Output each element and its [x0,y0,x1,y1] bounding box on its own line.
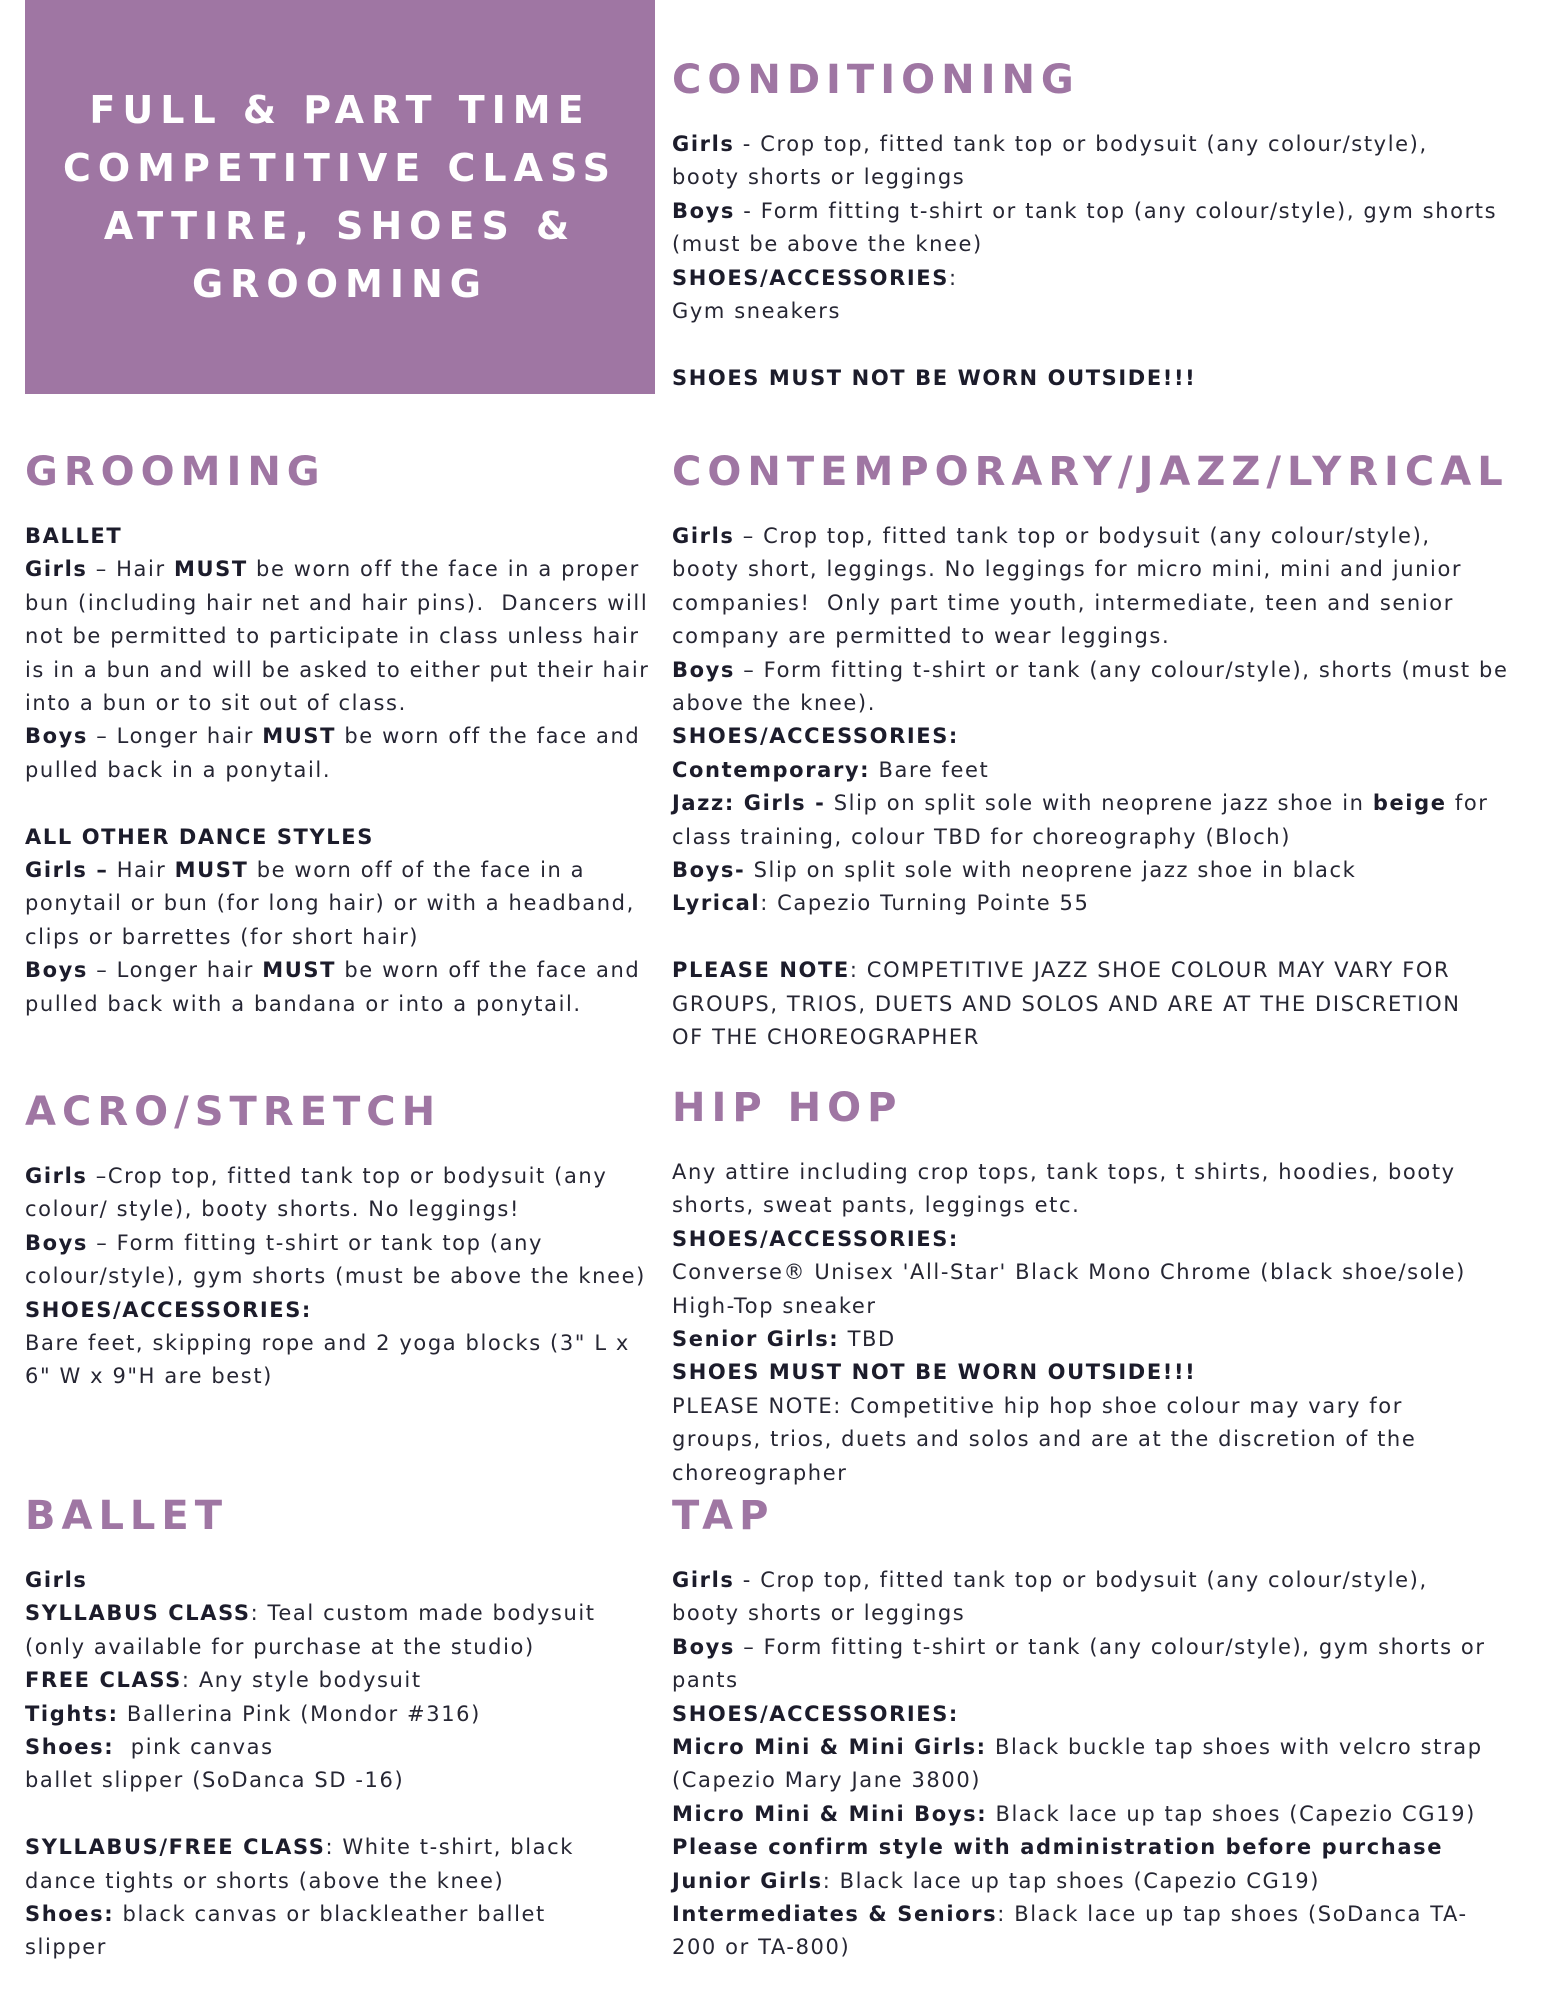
bold-text: beige [1372,791,1447,816]
text-run: colour/ style), booty shorts. No leggings! [25,1197,520,1222]
section-body [25,1564,665,1965]
text-run: (must be above the knee) [672,232,983,257]
body-line [672,821,1532,854]
body-line [672,1597,1532,1630]
body-line [25,1294,665,1327]
body-line [25,1597,665,1630]
text-run: - Crop top, fitted tank top or bodysuit (any colour/style), [734,132,1428,156]
bold-text: FREE CLASS [25,1668,182,1693]
body-line [25,1160,665,1193]
bold-text: Please confirm style with administration before purchase [672,1835,1444,1860]
text-run: High-Top sneaker [672,1293,877,1318]
text-run: - Crop top, fitted tank top or bodysuit (any colour/style), [734,1568,1428,1592]
text-run: Black buckle tap shoes with velcro strap [986,1735,1483,1760]
bold-text: Girls – [25,858,109,883]
bold-text: Boys [25,724,89,749]
text-run: - Form fitting t-shirt or tank top (any colour/style), gym shorts [735,198,1498,223]
body-line [25,754,665,787]
bold-text: Girls [25,1164,88,1188]
bold-text: Jazz: Girls - [672,791,826,816]
section-body [672,128,1532,395]
body-line [672,1223,1532,1256]
text-run: be worn off the face and [336,958,641,983]
body-line [25,821,665,854]
section-body [672,1156,1532,1490]
bold-text: Boys [672,657,736,682]
text-run: Hair [108,858,175,883]
section-body [25,1160,665,1394]
bold-text: Boys [672,198,736,223]
body-line [672,1356,1532,1389]
text-run: 200 or TA-800) [672,1935,851,1960]
bold-text: PLEASE NOTE [672,958,850,983]
section-hip-hop [672,1084,1532,1490]
body-line [25,854,665,887]
body-line [25,1360,665,1393]
bold-text: Girls [25,1568,88,1592]
text-run: –Crop top, fitted tank top or bodysuit (any [87,1164,608,1188]
section-heading: ACRO/STRETCH [25,1089,442,1135]
bold-text: Girls [672,524,735,548]
section-heading: HIP HOP [672,1085,903,1131]
text-run: – Longer hair [88,958,263,983]
text-run: for [1446,791,1489,816]
body-line [25,1831,665,1864]
text-run: : White t-shirt, black [325,1835,575,1860]
text-run: above the knee). [672,691,876,716]
body-line [25,720,665,753]
body-line [672,1831,1532,1864]
body-line [672,262,1532,295]
text-run: ballet slipper (SoDanca SD -16) [25,1768,405,1793]
body-line [672,1156,1532,1189]
text-run: is in a bun and will be asked to either put their hair [25,657,650,682]
body-line [672,1021,1532,1054]
body-line [672,687,1532,720]
bold-text: Micro Mini & Mini Boys: [672,1801,988,1826]
bold-text: Boys [672,1634,736,1659]
body-line [25,887,665,920]
text-run: 6" W x 9"H are best) [25,1364,273,1389]
text-run: (Capezio Mary Jane 3800) [672,1768,982,1793]
section-heading: CONTEMPORARY/JAZZ/LYRICAL [672,449,1509,495]
text-run: into a bun or to sit out of class. [25,691,407,716]
text-run: booty short, leggings. No leggings for micro mini, mini and junior [672,557,1463,582]
section-acro-stretch [25,1088,665,1394]
body-line [672,553,1532,586]
bold-text: MUST [262,724,337,749]
text-run: class training, colour TBD for choreography (Bloch) [672,824,1291,849]
text-run: Ballerina Pink (Mondor #316) [118,1701,481,1726]
section-body [672,1564,1532,1965]
text-run: groups, trios, duets and solos and are at the discretion of the [672,1427,1417,1452]
body-line [25,687,665,720]
text-run: Any attire including crop tops, tank tops, t shirts, hoodies, booty [672,1160,1456,1184]
text-run: – Form fitting t-shirt or tank (any colour/style), gym shorts or [735,1634,1486,1659]
bold-text: SHOES/ACCESSORIES: [25,1297,312,1322]
text-run: dance tights or shorts (above the knee) [25,1868,505,1893]
text-run: be worn off of the face in a [248,858,586,883]
bold-text: Senior Girls: [672,1327,840,1352]
text-run: TBD [839,1327,896,1352]
text-run: companies! Only part time youth, intermediate, teen and senior [672,590,1454,615]
body-line [672,520,1532,553]
text-run: be worn off the face in a proper [247,557,640,582]
body-line [25,1327,665,1360]
body-line [672,887,1532,920]
blank-line [672,921,1532,954]
bold-text: SYLLABUS CLASS [25,1601,251,1626]
body-line [25,1631,665,1664]
body-line [25,1564,665,1597]
bold-text: Lyrical [672,891,761,916]
text-run: : Any style bodysuit [181,1668,422,1693]
body-line [672,1256,1532,1289]
body-line [672,195,1532,228]
text-run: pants [672,1668,739,1693]
bold-text: Intermediates & Seniors [672,1902,998,1927]
bold-text: BALLET [25,524,123,548]
body-line [672,1865,1532,1898]
text-run: pulled back with a bandana or into a ponytail. [25,991,582,1016]
section-body [672,520,1532,1054]
body-line [672,1698,1532,1731]
section-heading: TAP [672,1493,775,1539]
body-line [25,988,665,1021]
body-line [672,1189,1532,1222]
text-run: ponytail or bun (for long hair) or with a headband, [25,891,635,916]
text-run: : COMPETITIVE JAZZ SHOE COLOUR MAY VARY FOR [849,958,1451,983]
body-line [25,1664,665,1697]
bold-text: SYLLABUS/FREE CLASS [25,1835,326,1860]
bold-text: Boys [25,958,89,983]
bold-text: MUST [262,958,337,983]
body-line [25,620,665,653]
body-line [672,1764,1532,1797]
section-tap [672,1492,1532,1965]
body-line [25,1227,665,1260]
text-run: slipper [25,1935,108,1960]
body-line [672,1898,1532,1931]
bold-text: Boys- [672,858,746,883]
bold-text: SHOES MUST NOT BE WORN OUTSIDE!!! [672,1360,1197,1385]
section-heading: GROOMING [25,449,326,495]
text-run: booty shorts or leggings [672,1601,966,1626]
page-title: FULL & PART TIME COMPETITIVE CLASS ATTIRE, SHOES & GROOMING [62,88,618,306]
body-line [672,1290,1532,1323]
bold-text: Contemporary: [672,757,871,782]
section-heading: BALLET [25,1493,229,1539]
body-line [672,654,1532,687]
text-run: OF THE CHOREOGRAPHER [672,1025,980,1050]
text-run: be worn off the face and [336,724,641,749]
bold-text: SHOES/ACCESSORIES: [672,1226,959,1251]
body-line [672,620,1532,653]
body-line [672,1390,1532,1423]
bold-text: Girls [25,557,88,582]
text-run: clips or barrettes (for short hair) [25,924,420,949]
text-run: : Black lace up tap shoes (Capezio CG19) [822,1868,1321,1893]
body-line [672,1323,1532,1356]
body-line [672,720,1532,753]
text-run: – Form fitting t-shirt or tank (any colour/style), shorts (must be [735,657,1509,682]
text-run: pulled back in a ponytail. [25,757,332,782]
bold-text: Tights: [25,1701,119,1726]
body-line [672,1664,1532,1697]
text-run: colour/style), gym shorts (must be above the knee) [25,1264,646,1289]
body-line [672,587,1532,620]
text-run: PLEASE NOTE: Competitive hip hop shoe colour may vary for [672,1393,1403,1418]
body-line [25,1260,665,1293]
body-line [672,854,1532,887]
body-line [672,161,1532,194]
bold-text: Shoes: [25,1735,115,1760]
body-line [25,1931,665,1964]
bold-text: Boys [25,1230,89,1255]
body-line [25,954,665,987]
body-line [672,228,1532,261]
body-line [672,954,1532,987]
text-run: – Form fitting t-shirt or tank top (any [88,1230,544,1255]
section-ballet [25,1492,665,1965]
body-line [672,128,1532,161]
body-line [25,921,665,954]
text-run: Bare feet [870,757,990,782]
blank-line [672,328,1532,361]
text-run: : Capezio Turning Pointe 55 [760,891,1090,916]
section-contemporary-jazz-lyrical [672,448,1532,1054]
text-run: (only available for purchase at the studio) [25,1634,535,1659]
blank-line [25,1798,665,1831]
body-line [672,1931,1532,1964]
text-run: choreographer [672,1460,848,1485]
section-body [25,520,665,1021]
text-run: : Black lace up tap shoes (SoDanca TA- [997,1902,1468,1927]
bold-text: MUST [173,557,248,582]
text-run: – Crop top, fitted tank top or bodysuit (any colour/style), [734,524,1431,548]
text-run: : [948,265,958,290]
text-run: Gym sneakers [672,299,841,324]
bold-text: SHOES/ACCESSORIES [672,265,949,290]
text-run: – Hair [87,557,174,582]
title-banner [25,0,655,394]
text-run: black canvas or blackleather ballet [114,1902,546,1927]
body-line [672,1457,1532,1490]
body-line [25,587,665,620]
bold-text: MUST [174,858,249,883]
body-line [672,1631,1532,1664]
body-line [25,1865,665,1898]
text-run: pink canvas [114,1735,274,1760]
text-run: Bare feet, skipping rope and 2 yoga blocks (3" L x [25,1331,630,1356]
body-line [25,1731,665,1764]
body-line [25,1193,665,1226]
body-line [672,1564,1532,1597]
section-conditioning [672,56,1532,395]
body-line [25,1698,665,1731]
text-run: – Longer hair [88,724,263,749]
body-line [25,520,665,553]
body-line [25,1764,665,1797]
text-run: Slip on split sole with neoprene jazz shoe in black [745,858,1357,883]
bold-text: SHOES/ACCESSORIES: [672,724,959,749]
bold-text: Junior Girls [672,1868,823,1893]
text-run: not be permitted to participate in class unless hair [25,624,640,649]
bold-text: ALL OTHER DANCE STYLES [25,824,374,849]
body-line [25,1898,665,1931]
section-heading: CONDITIONING [672,57,1080,103]
text-run: bun (including hair net and hair pins). Dancers will [25,590,649,615]
text-run: shorts, sweat pants, leggings etc. [672,1193,1081,1218]
bold-text: Girls [672,132,735,156]
body-line [672,362,1532,395]
text-run: : Teal custom made bodysuit [250,1601,596,1626]
body-line [25,553,665,586]
body-line [672,988,1532,1021]
body-line [672,295,1532,328]
body-line [672,1798,1532,1831]
text-run: Black lace up tap shoes (Capezio CG19) [987,1801,1476,1826]
blank-line [25,787,665,820]
body-line [672,754,1532,787]
body-line [672,1423,1532,1456]
bold-text: Micro Mini & Mini Girls: [672,1735,987,1760]
body-line [672,1731,1532,1764]
text-run: company are permitted to wear leggings. [672,624,1171,649]
text-run: Converse® Unisex 'All-Star' Black Mono Chrome (black shoe/sole) [672,1260,1466,1285]
bold-text: Girls [672,1568,735,1592]
section-grooming [25,448,665,1021]
bold-text: SHOES/ACCESSORIES: [672,1701,959,1726]
bold-text: Shoes: [25,1902,115,1927]
text-run: Slip on split sole with neoprene jazz shoe in [825,791,1373,816]
text-run: booty shorts or leggings [672,165,966,190]
body-line [672,787,1532,820]
bold-text: SHOES MUST NOT BE WORN OUTSIDE!!! [672,365,1197,390]
body-line [25,654,665,687]
text-run: GROUPS, TRIOS, DUETS AND SOLOS AND ARE AT THE DISCRETION [672,991,1461,1016]
